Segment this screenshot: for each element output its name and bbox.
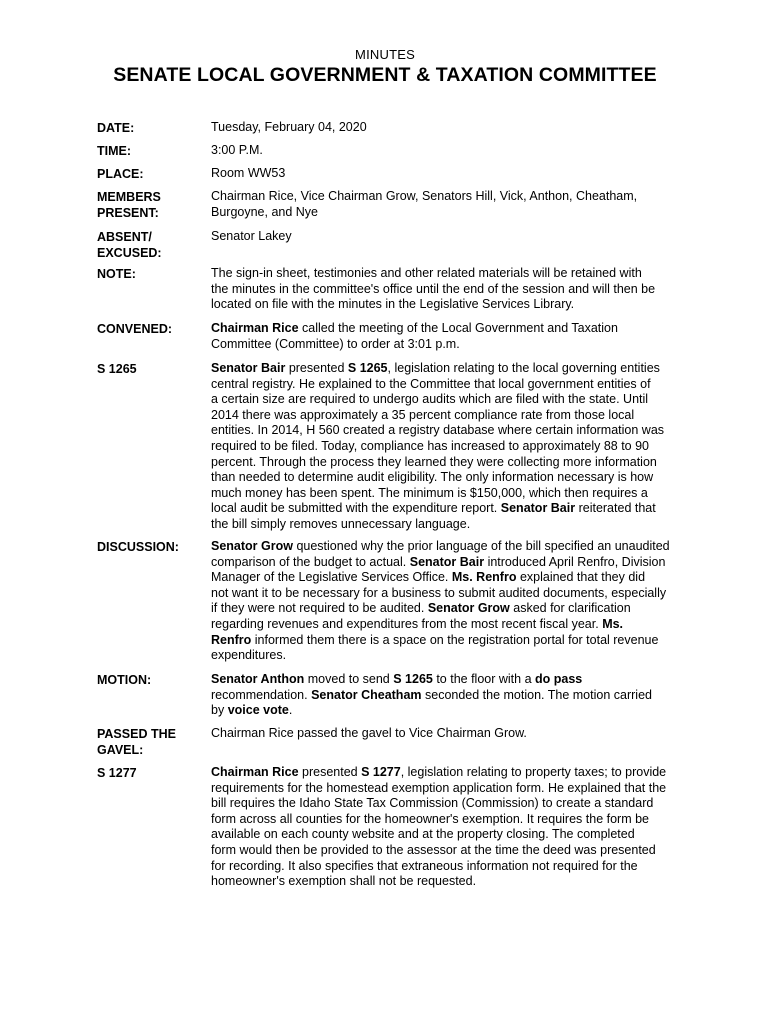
speaker-name: Ms. Renfro bbox=[451, 570, 517, 585]
text-run: questioned why the prior language of the bill specified an unaudited bbox=[292, 539, 670, 553]
note-line: the minutes in the committee's office until the end of the session and will then be bbox=[211, 281, 656, 296]
text-run: Manager of the Legislative Services Office. bbox=[211, 570, 452, 585]
discussion-line bbox=[211, 539, 719, 555]
gavel-label-line-2: GAVEL: bbox=[97, 743, 144, 757]
s1277-line: form across all counties for the homeowner's exemption. It requires the form be bbox=[211, 811, 650, 826]
members-label-line-2: PRESENT: bbox=[97, 206, 159, 220]
absent-label-line-2: EXCUSED: bbox=[97, 246, 162, 260]
discussion-line: not want it to be necessary for a business to submit audited documents, especially bbox=[211, 585, 667, 600]
s1277-line: requirements for the homestead exemption application form. He explained that the bbox=[211, 780, 667, 795]
place-label: PLACE: bbox=[97, 167, 144, 181]
absent-excused-value: Senator Lakey bbox=[211, 229, 292, 243]
speaker-name: Senator Bair bbox=[409, 554, 485, 569]
discussion-text bbox=[211, 539, 719, 664]
absent-excused-label bbox=[97, 229, 207, 261]
s1265-line: much money has been spent. The minimum is $150,000, which then requires a bbox=[211, 485, 648, 500]
speaker-name: Senator Grow bbox=[211, 539, 293, 553]
gavel-label-line-1: PASSED THE bbox=[97, 727, 176, 741]
speaker-name: Renfro bbox=[211, 632, 252, 647]
motion-text bbox=[211, 672, 719, 719]
discussion-line bbox=[211, 570, 719, 586]
text-run: to the floor with a bbox=[432, 672, 535, 686]
discussion-label: DISCUSSION: bbox=[97, 540, 179, 554]
motion-line bbox=[211, 688, 719, 704]
passed-gavel-label bbox=[97, 726, 207, 758]
speaker-name: Senator Bair bbox=[211, 361, 286, 375]
members-line-1: Chairman Rice, Vice Chairman Grow, Senators Hill, Vick, Anthon, Cheatham, bbox=[211, 189, 638, 203]
s1265-line: entities. In 2014, H 560 created a registry database where certain information was bbox=[211, 423, 665, 438]
s1265-label: S 1265 bbox=[97, 362, 137, 376]
s1277-label: S 1277 bbox=[97, 766, 137, 780]
speaker-name: Ms. bbox=[602, 616, 624, 631]
bill-number: S 1277 bbox=[361, 765, 401, 779]
text-run: comparison of the budget to actual. bbox=[211, 554, 410, 569]
s1265-line: percent. Through the process they learned they were collecting more information bbox=[211, 454, 657, 469]
s1265-line: a certain size are required to undergo audits which are filed with the state. Until bbox=[211, 392, 649, 407]
s1265-line: central registry. He explained to the Committee that local government entities of bbox=[211, 376, 651, 391]
discussion-line bbox=[211, 601, 719, 617]
s1277-line: bill requires the Idaho State Tax Commission (Commission) to create a standard bbox=[211, 796, 654, 811]
text-run: presented bbox=[298, 765, 362, 779]
s1277-line: available on each county website and at the property closing. The completed bbox=[211, 827, 635, 842]
convened-line bbox=[211, 321, 719, 337]
text-run: , legislation relating to the local governing entities bbox=[387, 361, 660, 375]
s1265-line bbox=[211, 501, 719, 517]
note-label: NOTE: bbox=[97, 267, 136, 281]
note-line: located on file with the minutes in the Legislative Services Library. bbox=[211, 297, 575, 312]
recommendation: do pass bbox=[535, 672, 583, 686]
discussion-line bbox=[211, 555, 719, 571]
s1265-line bbox=[211, 361, 719, 377]
passed-gavel-text: Chairman Rice passed the gavel to Vice Chairman Grow. bbox=[211, 726, 527, 740]
text-run: recommendation. bbox=[211, 687, 312, 702]
convened-line: Committee (Committee) to order at 3:01 p.m. bbox=[211, 336, 460, 351]
s1277-line: form would then be provided to the assessor at the time the deed was presented bbox=[211, 842, 656, 857]
speaker-name: Chairman Rice bbox=[211, 765, 299, 779]
text-run: . bbox=[288, 703, 293, 718]
convened-label: CONVENED: bbox=[97, 322, 173, 336]
text-run: asked for clarification bbox=[509, 601, 631, 616]
discussion-line bbox=[211, 617, 719, 633]
vote-type: voice vote bbox=[227, 703, 289, 718]
speaker-name: Senator Cheatham bbox=[311, 687, 422, 702]
s1265-line: required to be filed. Today, compliance has increased to approximately 88 to 90 bbox=[211, 438, 649, 453]
text-run: introduced April Renfro, Division bbox=[484, 554, 666, 569]
time-label: TIME: bbox=[97, 144, 132, 158]
bill-number: S 1265 bbox=[393, 672, 433, 686]
committee-title: SENATE LOCAL GOVERNMENT & TAXATION COMMITTEE bbox=[113, 64, 657, 86]
s1277-line bbox=[211, 765, 719, 781]
members-present-value bbox=[211, 189, 719, 220]
members-label-line-1: MEMBERS bbox=[97, 190, 161, 204]
text-run: explained that they did bbox=[516, 570, 646, 585]
text-run: presented bbox=[285, 361, 348, 375]
text-run: called the meeting of the Local Government and Taxation bbox=[298, 321, 618, 335]
speaker-name: Senator Bair bbox=[500, 501, 576, 516]
text-run: informed them there is a space on the registration portal for total revenue bbox=[251, 632, 659, 647]
s1277-text bbox=[211, 765, 719, 890]
absent-label-line-1: ABSENT/ bbox=[97, 230, 152, 244]
convened-text bbox=[211, 321, 719, 352]
speaker-name: Senator Anthon bbox=[211, 672, 305, 686]
note-text bbox=[211, 266, 719, 313]
s1277-line: homeowner's exemption shall not be requested. bbox=[211, 874, 477, 889]
speaker-name: Chairman Rice bbox=[211, 321, 299, 335]
text-run: reiterated that bbox=[575, 501, 656, 516]
document-type-label: MINUTES bbox=[355, 47, 415, 62]
text-run: local audit be submitted with the expenditure report. bbox=[211, 501, 501, 516]
speaker-name: Senator Grow bbox=[427, 601, 510, 616]
s1265-line: the bill simply removes unnecessary language. bbox=[211, 516, 471, 531]
motion-line bbox=[211, 672, 719, 688]
time-value: 3:00 P.M. bbox=[211, 143, 263, 157]
text-run: , legislation relating to property taxes; to provide bbox=[400, 765, 667, 779]
note-line: The sign-in sheet, testimonies and other related materials will be retained with bbox=[211, 266, 642, 280]
motion-label: MOTION: bbox=[97, 673, 152, 687]
text-run: by bbox=[211, 703, 228, 718]
s1265-line: than needed to determine audit eligibility. The only information necessary is how bbox=[211, 470, 654, 485]
date-label: DATE: bbox=[97, 121, 135, 135]
s1277-line: for recording. It also specifies that extraneous information not required for the bbox=[211, 858, 638, 873]
members-present-label bbox=[97, 189, 207, 221]
discussion-line bbox=[211, 633, 719, 649]
place-value: Room WW53 bbox=[211, 166, 286, 180]
s1265-text bbox=[211, 361, 719, 533]
members-line-2: Burgoyne, and Nye bbox=[211, 204, 319, 219]
s1265-line: 2014 there was approximately a 35 percent compliance rate from those local bbox=[211, 407, 635, 422]
discussion-line: expenditures. bbox=[211, 648, 287, 663]
text-run: moved to send bbox=[304, 672, 394, 686]
text-run: seconded the motion. The motion carried bbox=[421, 687, 652, 702]
bill-number: S 1265 bbox=[347, 361, 388, 375]
text-run: if they were not required to be audited. bbox=[211, 601, 428, 616]
motion-line bbox=[211, 703, 719, 719]
text-run: regarding revenues and expenditures from the most recent fiscal year. bbox=[211, 616, 603, 631]
date-value: Tuesday, February 04, 2020 bbox=[211, 120, 367, 134]
